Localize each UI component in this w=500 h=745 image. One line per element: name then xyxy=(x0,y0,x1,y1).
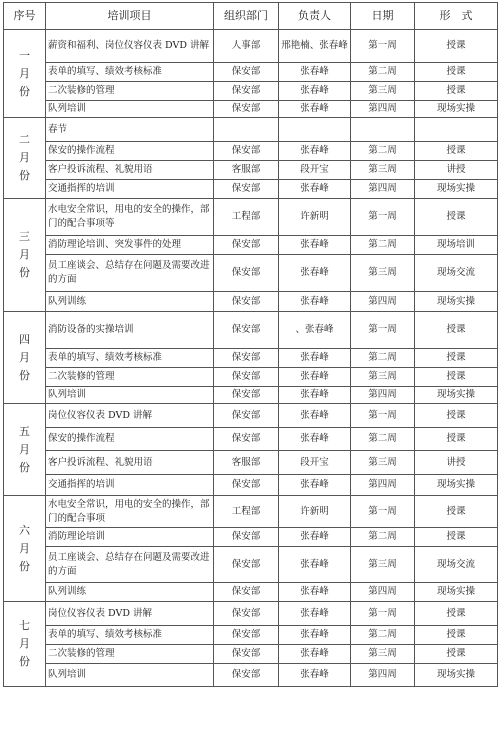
project-cell: 表单的填写、绩效考核标准 xyxy=(46,349,214,368)
form-cell: 现场实操 xyxy=(415,101,498,118)
department-cell xyxy=(214,118,279,142)
person-cell: 张春峰 xyxy=(279,368,351,387)
project-cell: 员工座谈会、总结存在问题及需要改进的方面 xyxy=(46,547,214,583)
department-cell: 保安部 xyxy=(214,528,279,547)
date-cell: 第三周 xyxy=(351,161,415,180)
form-cell: 授课 xyxy=(415,626,498,645)
header-form: 形 式 xyxy=(415,3,498,30)
department-cell: 保安部 xyxy=(214,645,279,664)
date-cell: 第四周 xyxy=(351,583,415,602)
department-cell: 保安部 xyxy=(214,602,279,626)
project-cell: 队列培训 xyxy=(46,101,214,118)
person-cell: 、张春峰 xyxy=(279,312,351,349)
month-cell: 四月份 xyxy=(4,312,46,404)
form-cell: 授课 xyxy=(415,528,498,547)
project-cell: 表单的填写、绩效考核标准 xyxy=(46,626,214,645)
month-cell: 一月份 xyxy=(4,30,46,118)
person-cell: 张春峰 xyxy=(279,236,351,255)
department-cell: 保安部 xyxy=(214,428,279,451)
form-cell: 授课 xyxy=(415,142,498,161)
date-cell: 第三周 xyxy=(351,451,415,475)
header-index: 序号 xyxy=(4,3,46,30)
form-cell: 授课 xyxy=(415,602,498,626)
form-cell: 讲授 xyxy=(415,451,498,475)
table-row xyxy=(4,292,498,312)
table-row xyxy=(4,30,498,63)
date-cell: 第四周 xyxy=(351,387,415,404)
person-cell: 张春峰 xyxy=(279,626,351,645)
table-row xyxy=(4,101,498,118)
table-row xyxy=(4,626,498,645)
department-cell: 保安部 xyxy=(214,404,279,428)
project-cell: 消防设备的实操培训 xyxy=(46,312,214,349)
department-cell: 保安部 xyxy=(214,664,279,687)
date-cell: 第一周 xyxy=(351,404,415,428)
project-cell: 保安的操作流程 xyxy=(46,142,214,161)
date-cell: 第三周 xyxy=(351,547,415,583)
month-cell: 三月份 xyxy=(4,199,46,312)
person-cell xyxy=(279,118,351,142)
form-cell: 现场实操 xyxy=(415,583,498,602)
department-cell: 保安部 xyxy=(214,63,279,82)
person-cell: 张春峰 xyxy=(279,404,351,428)
table-row xyxy=(4,451,498,475)
table-row xyxy=(4,645,498,664)
header-person: 负责人 xyxy=(279,3,351,30)
project-cell: 交通指挥的培训 xyxy=(46,180,214,199)
person-cell: 张春峰 xyxy=(279,547,351,583)
table-row xyxy=(4,236,498,255)
project-cell: 消防理论培训、突发事件的处理 xyxy=(46,236,214,255)
table-row xyxy=(4,475,498,496)
person-cell: 张春峰 xyxy=(279,387,351,404)
project-cell: 队列培训 xyxy=(46,387,214,404)
department-cell: 保安部 xyxy=(214,547,279,583)
form-cell: 授课 xyxy=(415,496,498,528)
table-row xyxy=(4,387,498,404)
department-cell: 保安部 xyxy=(214,292,279,312)
project-cell: 客户投诉流程、礼貌用语 xyxy=(46,161,214,180)
form-cell: 授课 xyxy=(415,349,498,368)
person-cell: 张春峰 xyxy=(279,63,351,82)
table-row xyxy=(4,199,498,236)
department-cell: 人事部 xyxy=(214,30,279,63)
person-cell: 邢艳楠、张春峰 xyxy=(279,30,351,63)
department-cell: 保安部 xyxy=(214,349,279,368)
date-cell: 第四周 xyxy=(351,101,415,118)
date-cell: 第四周 xyxy=(351,475,415,496)
project-cell: 水电安全常识，用电的安全的操作，部门的配合事项等 xyxy=(46,199,214,236)
project-cell: 岗位仪容仪表 DVD 讲解 xyxy=(46,602,214,626)
project-cell: 保安的操作流程 xyxy=(46,428,214,451)
date-cell: 第四周 xyxy=(351,180,415,199)
form-cell: 授课 xyxy=(415,645,498,664)
department-cell: 客服部 xyxy=(214,451,279,475)
table-row xyxy=(4,583,498,602)
header-project: 培训项目 xyxy=(46,3,214,30)
date-cell: 第二周 xyxy=(351,528,415,547)
table-row xyxy=(4,602,498,626)
department-cell: 保安部 xyxy=(214,101,279,118)
table-row xyxy=(4,528,498,547)
department-cell: 客服部 xyxy=(214,161,279,180)
project-cell: 二次装修的管理 xyxy=(46,368,214,387)
person-cell: 张春峰 xyxy=(279,142,351,161)
form-cell: 现场实操 xyxy=(415,387,498,404)
form-cell: 授课 xyxy=(415,82,498,101)
form-cell: 现场实操 xyxy=(415,664,498,687)
form-cell: 授课 xyxy=(415,428,498,451)
form-cell: 现场交流 xyxy=(415,547,498,583)
person-cell: 张春峰 xyxy=(279,528,351,547)
department-cell: 工程部 xyxy=(214,199,279,236)
department-cell: 工程部 xyxy=(214,496,279,528)
date-cell: 第二周 xyxy=(351,428,415,451)
person-cell: 张春峰 xyxy=(279,602,351,626)
person-cell: 张春峰 xyxy=(279,428,351,451)
header-date: 日期 xyxy=(351,3,415,30)
department-cell: 保安部 xyxy=(214,236,279,255)
date-cell: 第二周 xyxy=(351,236,415,255)
project-cell: 队列培训 xyxy=(46,664,214,687)
department-cell: 保安部 xyxy=(214,368,279,387)
person-cell: 段开宝 xyxy=(279,451,351,475)
date-cell: 第四周 xyxy=(351,664,415,687)
date-cell: 第三周 xyxy=(351,255,415,292)
form-cell: 授课 xyxy=(415,30,498,63)
project-cell: 岗位仪容仪表 DVD 讲解 xyxy=(46,404,214,428)
table-body xyxy=(4,30,498,687)
table-row xyxy=(4,180,498,199)
table-row xyxy=(4,63,498,82)
department-cell: 保安部 xyxy=(214,475,279,496)
form-cell: 现场交流 xyxy=(415,255,498,292)
date-cell: 第二周 xyxy=(351,63,415,82)
department-cell: 保安部 xyxy=(214,142,279,161)
person-cell: 张春峰 xyxy=(279,475,351,496)
form-cell: 授课 xyxy=(415,63,498,82)
project-cell: 队列训练 xyxy=(46,292,214,312)
form-cell: 讲授 xyxy=(415,161,498,180)
project-cell: 表单的填写、绩效考核标准 xyxy=(46,63,214,82)
form-cell: 授课 xyxy=(415,404,498,428)
person-cell: 许新明 xyxy=(279,496,351,528)
project-cell: 薪资和福利、岗位仪容仪表 DVD 讲解 xyxy=(46,30,214,63)
project-cell: 员工座谈会、总结存在问题及需要改进的方面 xyxy=(46,255,214,292)
table-row xyxy=(4,368,498,387)
table-row xyxy=(4,547,498,583)
department-cell: 保安部 xyxy=(214,255,279,292)
date-cell xyxy=(351,118,415,142)
date-cell: 第一周 xyxy=(351,312,415,349)
form-cell: 授课 xyxy=(415,199,498,236)
project-cell: 客户投诉流程、礼貌用语 xyxy=(46,451,214,475)
person-cell: 张春峰 xyxy=(279,180,351,199)
date-cell: 第一周 xyxy=(351,30,415,63)
date-cell: 第三周 xyxy=(351,645,415,664)
person-cell: 张春峰 xyxy=(279,583,351,602)
date-cell: 第一周 xyxy=(351,602,415,626)
department-cell: 保安部 xyxy=(214,82,279,101)
month-cell: 二月份 xyxy=(4,118,46,199)
person-cell: 许新明 xyxy=(279,199,351,236)
table-row xyxy=(4,404,498,428)
project-cell: 水电安全常识，用电的安全的操作，部门的配合事项 xyxy=(46,496,214,528)
person-cell: 张春峰 xyxy=(279,349,351,368)
form-cell: 授课 xyxy=(415,312,498,349)
person-cell: 张春峰 xyxy=(279,292,351,312)
department-cell: 保安部 xyxy=(214,312,279,349)
header-department: 组织部门 xyxy=(214,3,279,30)
department-cell: 保安部 xyxy=(214,626,279,645)
project-cell: 队列训练 xyxy=(46,583,214,602)
header-row xyxy=(4,3,498,30)
person-cell: 张春峰 xyxy=(279,255,351,292)
person-cell: 张春峰 xyxy=(279,664,351,687)
table-row xyxy=(4,82,498,101)
table-row xyxy=(4,161,498,180)
person-cell: 张春峰 xyxy=(279,82,351,101)
department-cell: 保安部 xyxy=(214,180,279,199)
month-cell: 六月份 xyxy=(4,496,46,602)
date-cell: 第二周 xyxy=(351,626,415,645)
table-row xyxy=(4,255,498,292)
table-row xyxy=(4,118,498,142)
form-cell: 授课 xyxy=(415,368,498,387)
month-cell: 五月份 xyxy=(4,404,46,496)
form-cell: 现场实操 xyxy=(415,292,498,312)
project-cell: 交通指挥的培训 xyxy=(46,475,214,496)
table-row xyxy=(4,312,498,349)
department-cell: 保安部 xyxy=(214,387,279,404)
month-cell: 七月份 xyxy=(4,602,46,687)
table-row xyxy=(4,496,498,528)
project-cell: 消防理论培训 xyxy=(46,528,214,547)
table-row xyxy=(4,349,498,368)
department-cell: 保安部 xyxy=(214,583,279,602)
table-row xyxy=(4,428,498,451)
form-cell xyxy=(415,118,498,142)
date-cell: 第一周 xyxy=(351,199,415,236)
project-cell: 春节 xyxy=(46,118,214,142)
person-cell: 张春峰 xyxy=(279,645,351,664)
date-cell: 第三周 xyxy=(351,82,415,101)
training-schedule-table xyxy=(3,2,498,687)
date-cell: 第二周 xyxy=(351,349,415,368)
table-row xyxy=(4,664,498,687)
form-cell: 现场实操 xyxy=(415,475,498,496)
person-cell: 张春峰 xyxy=(279,101,351,118)
date-cell: 第四周 xyxy=(351,292,415,312)
person-cell: 段开宝 xyxy=(279,161,351,180)
date-cell: 第三周 xyxy=(351,368,415,387)
date-cell: 第一周 xyxy=(351,496,415,528)
date-cell: 第二周 xyxy=(351,142,415,161)
project-cell: 二次装修的管理 xyxy=(46,645,214,664)
table-row xyxy=(4,142,498,161)
form-cell: 现场实操 xyxy=(415,180,498,199)
form-cell: 现场培训 xyxy=(415,236,498,255)
project-cell: 二次装修的管理 xyxy=(46,82,214,101)
